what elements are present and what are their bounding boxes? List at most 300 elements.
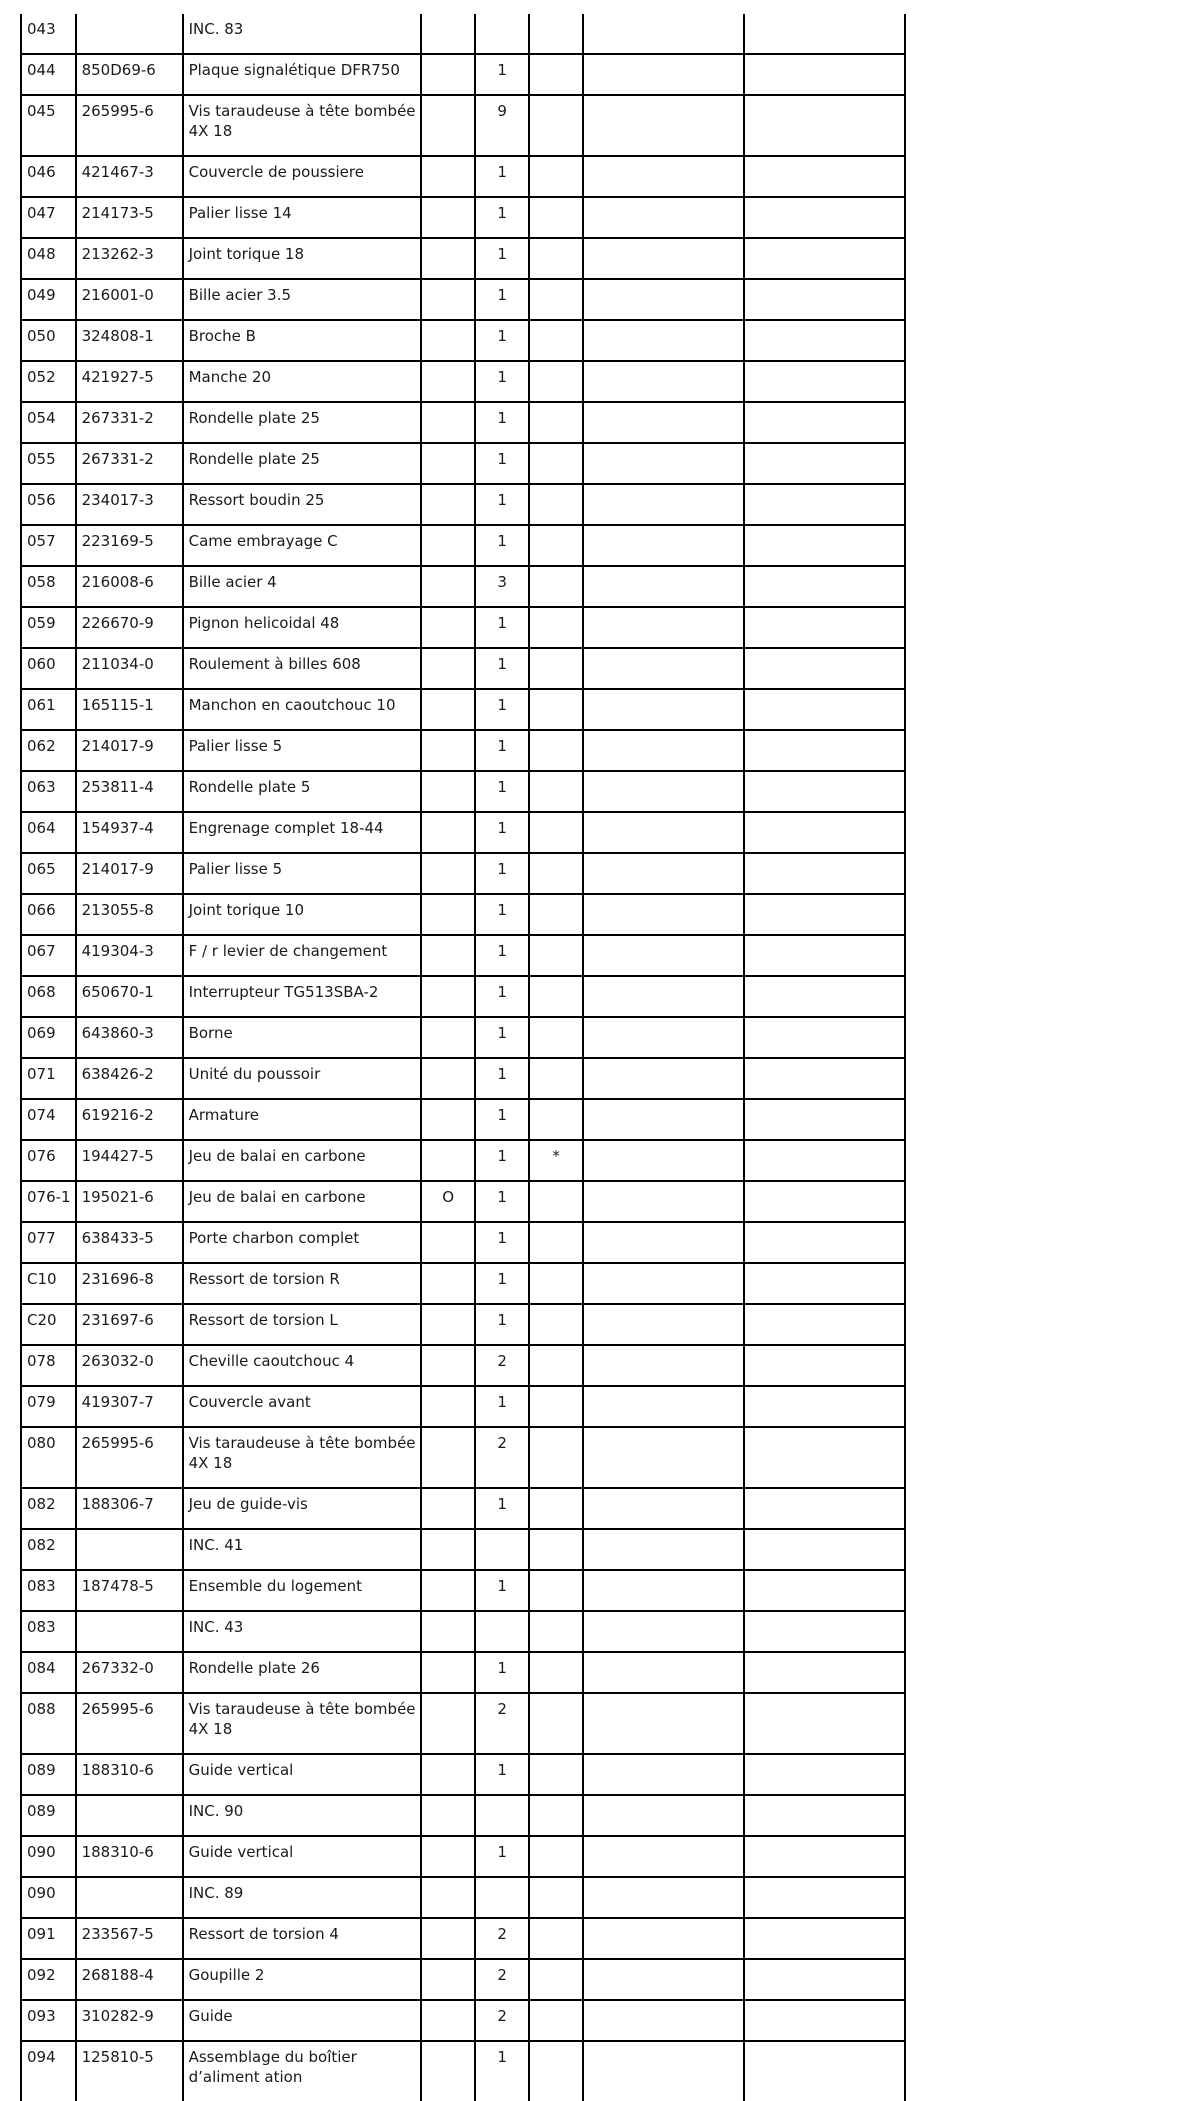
marker-cell bbox=[421, 1017, 475, 1058]
table-row bbox=[21, 2041, 905, 2101]
item-number-cell: 065 bbox=[21, 853, 76, 894]
blank-cell bbox=[583, 1959, 744, 2000]
item-number-cell: 059 bbox=[21, 607, 76, 648]
quantity-cell: 2 bbox=[475, 1345, 529, 1386]
blank-cell bbox=[744, 279, 905, 320]
blank-cell bbox=[583, 1427, 744, 1488]
table-row bbox=[21, 14, 905, 54]
note-cell bbox=[529, 935, 583, 976]
blank-cell bbox=[744, 1386, 905, 1427]
table-row bbox=[21, 1693, 905, 1754]
part-number-cell: 638433-5 bbox=[76, 1222, 183, 1263]
marker-cell bbox=[421, 1427, 475, 1488]
blank-cell bbox=[583, 14, 744, 54]
quantity-cell: 1 bbox=[475, 525, 529, 566]
part-number-cell: 419307-7 bbox=[76, 1386, 183, 1427]
description-cell: Goupille 2 bbox=[183, 1959, 421, 2000]
marker-cell bbox=[421, 1918, 475, 1959]
note-cell bbox=[529, 525, 583, 566]
blank-cell bbox=[583, 1918, 744, 1959]
item-number-cell: 083 bbox=[21, 1611, 76, 1652]
description-cell: Jeu de guide-vis bbox=[183, 1488, 421, 1529]
part-number-cell: 231696-8 bbox=[76, 1263, 183, 1304]
item-number-cell: 066 bbox=[21, 894, 76, 935]
table-row bbox=[21, 279, 905, 320]
item-number-cell: 084 bbox=[21, 1652, 76, 1693]
item-number-cell: 050 bbox=[21, 320, 76, 361]
blank-cell bbox=[583, 894, 744, 935]
blank-cell bbox=[583, 771, 744, 812]
part-number-cell: 125810-5 bbox=[76, 2041, 183, 2101]
blank-cell bbox=[583, 1222, 744, 1263]
quantity-cell: 1 bbox=[475, 853, 529, 894]
blank-cell bbox=[583, 156, 744, 197]
marker-cell bbox=[421, 14, 475, 54]
item-number-cell: 080 bbox=[21, 1427, 76, 1488]
note-cell: * bbox=[529, 1140, 583, 1181]
note-cell bbox=[529, 1304, 583, 1345]
note-cell bbox=[529, 607, 583, 648]
blank-cell bbox=[583, 976, 744, 1017]
description-cell: Broche B bbox=[183, 320, 421, 361]
quantity-cell: 1 bbox=[475, 730, 529, 771]
note-cell bbox=[529, 894, 583, 935]
table-row bbox=[21, 197, 905, 238]
item-number-cell: 044 bbox=[21, 54, 76, 95]
quantity-cell: 1 bbox=[475, 1058, 529, 1099]
note-cell bbox=[529, 2041, 583, 2101]
table-row bbox=[21, 730, 905, 771]
part-number-cell: 154937-4 bbox=[76, 812, 183, 853]
note-cell bbox=[529, 156, 583, 197]
quantity-cell: 1 bbox=[475, 976, 529, 1017]
table-row bbox=[21, 607, 905, 648]
description-cell: INC. 89 bbox=[183, 1877, 421, 1918]
blank-cell bbox=[583, 525, 744, 566]
blank-cell bbox=[583, 1140, 744, 1181]
part-number-cell: 213055-8 bbox=[76, 894, 183, 935]
description-cell: Rondelle plate 25 bbox=[183, 443, 421, 484]
note-cell bbox=[529, 54, 583, 95]
marker-cell bbox=[421, 1263, 475, 1304]
blank-cell bbox=[744, 689, 905, 730]
blank-cell bbox=[583, 1795, 744, 1836]
blank-cell bbox=[583, 443, 744, 484]
part-number-cell: 421467-3 bbox=[76, 156, 183, 197]
item-number-cell: 079 bbox=[21, 1386, 76, 1427]
item-number-cell: 090 bbox=[21, 1877, 76, 1918]
part-number-cell: 188310-6 bbox=[76, 1754, 183, 1795]
blank-cell bbox=[744, 1529, 905, 1570]
quantity-cell: 2 bbox=[475, 1918, 529, 1959]
description-cell: INC. 90 bbox=[183, 1795, 421, 1836]
quantity-cell: 1 bbox=[475, 1017, 529, 1058]
item-number-cell: 043 bbox=[21, 14, 76, 54]
note-cell bbox=[529, 771, 583, 812]
description-cell: Palier lisse 5 bbox=[183, 853, 421, 894]
marker-cell bbox=[421, 853, 475, 894]
part-number-cell: 188310-6 bbox=[76, 1836, 183, 1877]
blank-cell bbox=[583, 1754, 744, 1795]
part-number-cell: 265995-6 bbox=[76, 1427, 183, 1488]
description-cell: Came embrayage C bbox=[183, 525, 421, 566]
part-number-cell: 267331-2 bbox=[76, 443, 183, 484]
description-cell: Palier lisse 5 bbox=[183, 730, 421, 771]
note-cell bbox=[529, 1877, 583, 1918]
blank-cell bbox=[744, 935, 905, 976]
table-row bbox=[21, 1918, 905, 1959]
blank-cell bbox=[744, 1058, 905, 1099]
blank-cell bbox=[583, 730, 744, 771]
part-number-cell: 216001-0 bbox=[76, 279, 183, 320]
item-number-cell: 045 bbox=[21, 95, 76, 156]
quantity-cell: 1 bbox=[475, 320, 529, 361]
part-number-cell: 216008-6 bbox=[76, 566, 183, 607]
description-cell: Jeu de balai en carbone bbox=[183, 1140, 421, 1181]
blank-cell bbox=[744, 1017, 905, 1058]
description-cell: Pignon helicoidal 48 bbox=[183, 607, 421, 648]
part-number-cell: 194427-5 bbox=[76, 1140, 183, 1181]
quantity-cell: 1 bbox=[475, 2041, 529, 2101]
description-cell: Roulement à billes 608 bbox=[183, 648, 421, 689]
table-row bbox=[21, 95, 905, 156]
part-number-cell: 650670-1 bbox=[76, 976, 183, 1017]
part-number-cell: 211034-0 bbox=[76, 648, 183, 689]
item-number-cell: 076 bbox=[21, 1140, 76, 1181]
description-cell: Porte charbon complet bbox=[183, 1222, 421, 1263]
blank-cell bbox=[583, 1263, 744, 1304]
blank-cell bbox=[583, 484, 744, 525]
quantity-cell: 1 bbox=[475, 1140, 529, 1181]
blank-cell bbox=[583, 320, 744, 361]
quantity-cell: 1 bbox=[475, 1570, 529, 1611]
item-number-cell: 076-1 bbox=[21, 1181, 76, 1222]
item-number-cell: 061 bbox=[21, 689, 76, 730]
table-row bbox=[21, 525, 905, 566]
description-cell: Guide bbox=[183, 2000, 421, 2041]
blank-cell bbox=[583, 1017, 744, 1058]
note-cell bbox=[529, 1099, 583, 1140]
marker-cell bbox=[421, 566, 475, 607]
note-cell bbox=[529, 1488, 583, 1529]
quantity-cell: 1 bbox=[475, 484, 529, 525]
part-number-cell: 263032-0 bbox=[76, 1345, 183, 1386]
blank-cell bbox=[744, 894, 905, 935]
description-cell: Vis taraudeuse à tête bombée 4X 18 bbox=[183, 1693, 421, 1754]
quantity-cell: 2 bbox=[475, 1959, 529, 2000]
blank-cell bbox=[583, 1304, 744, 1345]
blank-cell bbox=[744, 14, 905, 54]
marker-cell bbox=[421, 1652, 475, 1693]
note-cell bbox=[529, 1222, 583, 1263]
marker-cell bbox=[421, 197, 475, 238]
table-row bbox=[21, 812, 905, 853]
table-row bbox=[21, 320, 905, 361]
blank-cell bbox=[583, 1836, 744, 1877]
marker-cell bbox=[421, 156, 475, 197]
part-number-cell: 638426-2 bbox=[76, 1058, 183, 1099]
marker-cell bbox=[421, 894, 475, 935]
table-row bbox=[21, 361, 905, 402]
blank-cell bbox=[583, 1099, 744, 1140]
marker-cell bbox=[421, 648, 475, 689]
marker-cell bbox=[421, 1140, 475, 1181]
blank-cell bbox=[583, 607, 744, 648]
note-cell bbox=[529, 730, 583, 771]
part-number-cell bbox=[76, 1795, 183, 1836]
part-number-cell: 214017-9 bbox=[76, 730, 183, 771]
parts-table-body bbox=[21, 14, 905, 2101]
blank-cell bbox=[583, 95, 744, 156]
part-number-cell: 421927-5 bbox=[76, 361, 183, 402]
table-row bbox=[21, 1836, 905, 1877]
quantity-cell bbox=[475, 1877, 529, 1918]
quantity-cell: 1 bbox=[475, 935, 529, 976]
quantity-cell: 1 bbox=[475, 361, 529, 402]
table-row bbox=[21, 1181, 905, 1222]
blank-cell bbox=[583, 402, 744, 443]
table-row bbox=[21, 689, 905, 730]
part-number-cell: 233567-5 bbox=[76, 1918, 183, 1959]
table-row bbox=[21, 402, 905, 443]
marker-cell bbox=[421, 1386, 475, 1427]
quantity-cell bbox=[475, 1611, 529, 1652]
table-row bbox=[21, 1795, 905, 1836]
part-number-cell: 643860-3 bbox=[76, 1017, 183, 1058]
blank-cell bbox=[583, 1386, 744, 1427]
description-cell: Ensemble du logement bbox=[183, 1570, 421, 1611]
note-cell bbox=[529, 484, 583, 525]
blank-cell bbox=[744, 1222, 905, 1263]
part-number-cell: 253811-4 bbox=[76, 771, 183, 812]
note-cell bbox=[529, 1529, 583, 1570]
note-cell bbox=[529, 689, 583, 730]
table-row bbox=[21, 771, 905, 812]
quantity-cell: 1 bbox=[475, 648, 529, 689]
part-number-cell: 214017-9 bbox=[76, 853, 183, 894]
blank-cell bbox=[744, 1877, 905, 1918]
quantity-cell: 1 bbox=[475, 771, 529, 812]
note-cell bbox=[529, 976, 583, 1017]
quantity-cell: 1 bbox=[475, 1222, 529, 1263]
quantity-cell: 1 bbox=[475, 1386, 529, 1427]
description-cell: INC. 83 bbox=[183, 14, 421, 54]
item-number-cell: 071 bbox=[21, 1058, 76, 1099]
note-cell bbox=[529, 1058, 583, 1099]
blank-cell bbox=[744, 1693, 905, 1754]
table-row bbox=[21, 1877, 905, 1918]
table-row bbox=[21, 1345, 905, 1386]
item-number-cell: 082 bbox=[21, 1488, 76, 1529]
table-row bbox=[21, 1959, 905, 2000]
description-cell: Armature bbox=[183, 1099, 421, 1140]
note-cell bbox=[529, 1836, 583, 1877]
description-cell: Interrupteur TG513SBA-2 bbox=[183, 976, 421, 1017]
part-number-cell: 214173-5 bbox=[76, 197, 183, 238]
quantity-cell: 3 bbox=[475, 566, 529, 607]
marker-cell bbox=[421, 730, 475, 771]
note-cell bbox=[529, 1427, 583, 1488]
item-number-cell: 089 bbox=[21, 1754, 76, 1795]
part-number-cell: 268188-4 bbox=[76, 1959, 183, 2000]
note-cell bbox=[529, 1017, 583, 1058]
quantity-cell: 1 bbox=[475, 1304, 529, 1345]
item-number-cell: C10 bbox=[21, 1263, 76, 1304]
item-number-cell: 089 bbox=[21, 1795, 76, 1836]
blank-cell bbox=[583, 1652, 744, 1693]
blank-cell bbox=[583, 2041, 744, 2101]
marker-cell bbox=[421, 1795, 475, 1836]
blank-cell bbox=[744, 1754, 905, 1795]
marker-cell bbox=[421, 279, 475, 320]
part-number-cell: 213262-3 bbox=[76, 238, 183, 279]
marker-cell bbox=[421, 54, 475, 95]
part-number-cell bbox=[76, 1611, 183, 1652]
part-number-cell: 234017-3 bbox=[76, 484, 183, 525]
note-cell bbox=[529, 648, 583, 689]
item-number-cell: 090 bbox=[21, 1836, 76, 1877]
marker-cell bbox=[421, 1304, 475, 1345]
marker-cell bbox=[421, 689, 475, 730]
table-row bbox=[21, 1058, 905, 1099]
marker-cell bbox=[421, 812, 475, 853]
note-cell bbox=[529, 402, 583, 443]
marker-cell bbox=[421, 525, 475, 566]
table-row bbox=[21, 894, 905, 935]
note-cell bbox=[529, 1918, 583, 1959]
description-cell: Cheville caoutchouc 4 bbox=[183, 1345, 421, 1386]
blank-cell bbox=[583, 1488, 744, 1529]
quantity-cell: 9 bbox=[475, 95, 529, 156]
marker-cell bbox=[421, 1529, 475, 1570]
table-row bbox=[21, 853, 905, 894]
note-cell bbox=[529, 95, 583, 156]
item-number-cell: 069 bbox=[21, 1017, 76, 1058]
item-number-cell: 047 bbox=[21, 197, 76, 238]
table-row bbox=[21, 1140, 905, 1181]
marker-cell bbox=[421, 95, 475, 156]
description-cell: Vis taraudeuse à tête bombée 4X 18 bbox=[183, 95, 421, 156]
marker-cell bbox=[421, 1570, 475, 1611]
quantity-cell: 1 bbox=[475, 156, 529, 197]
part-number-cell: 265995-6 bbox=[76, 95, 183, 156]
marker-cell bbox=[421, 1488, 475, 1529]
table-row bbox=[21, 1427, 905, 1488]
table-row bbox=[21, 648, 905, 689]
blank-cell bbox=[583, 54, 744, 95]
table-row bbox=[21, 2000, 905, 2041]
table-row bbox=[21, 484, 905, 525]
blank-cell bbox=[744, 238, 905, 279]
description-cell: Guide vertical bbox=[183, 1836, 421, 1877]
description-cell: Joint torique 18 bbox=[183, 238, 421, 279]
blank-cell bbox=[744, 1918, 905, 1959]
description-cell: Joint torique 10 bbox=[183, 894, 421, 935]
quantity-cell: 2 bbox=[475, 1693, 529, 1754]
table-row bbox=[21, 566, 905, 607]
note-cell bbox=[529, 1611, 583, 1652]
marker-cell bbox=[421, 976, 475, 1017]
item-number-cell: 077 bbox=[21, 1222, 76, 1263]
marker-cell bbox=[421, 484, 475, 525]
description-cell: Couvercle avant bbox=[183, 1386, 421, 1427]
description-cell: Borne bbox=[183, 1017, 421, 1058]
description-cell: Jeu de balai en carbone bbox=[183, 1181, 421, 1222]
blank-cell bbox=[744, 1570, 905, 1611]
item-number-cell: 082 bbox=[21, 1529, 76, 1570]
quantity-cell: 1 bbox=[475, 54, 529, 95]
note-cell bbox=[529, 566, 583, 607]
note-cell bbox=[529, 853, 583, 894]
description-cell: Bille acier 4 bbox=[183, 566, 421, 607]
item-number-cell: 055 bbox=[21, 443, 76, 484]
note-cell bbox=[529, 443, 583, 484]
part-number-cell bbox=[76, 14, 183, 54]
blank-cell bbox=[744, 484, 905, 525]
blank-cell bbox=[744, 812, 905, 853]
quantity-cell: 1 bbox=[475, 1181, 529, 1222]
item-number-cell: 046 bbox=[21, 156, 76, 197]
item-number-cell: 057 bbox=[21, 525, 76, 566]
blank-cell bbox=[744, 1181, 905, 1222]
blank-cell bbox=[744, 402, 905, 443]
item-number-cell: 048 bbox=[21, 238, 76, 279]
marker-cell bbox=[421, 771, 475, 812]
part-number-cell: 324808-1 bbox=[76, 320, 183, 361]
blank-cell bbox=[744, 361, 905, 402]
quantity-cell: 1 bbox=[475, 1836, 529, 1877]
table-row bbox=[21, 1304, 905, 1345]
quantity-cell: 1 bbox=[475, 1754, 529, 1795]
table-row bbox=[21, 1099, 905, 1140]
blank-cell bbox=[744, 976, 905, 1017]
blank-cell bbox=[744, 443, 905, 484]
marker-cell bbox=[421, 1754, 475, 1795]
note-cell bbox=[529, 320, 583, 361]
quantity-cell: 1 bbox=[475, 238, 529, 279]
part-number-cell: 231697-6 bbox=[76, 1304, 183, 1345]
description-cell: Rondelle plate 25 bbox=[183, 402, 421, 443]
item-number-cell: 093 bbox=[21, 2000, 76, 2041]
blank-cell bbox=[744, 1304, 905, 1345]
description-cell: Ressort de torsion 4 bbox=[183, 1918, 421, 1959]
marker-cell bbox=[421, 320, 475, 361]
blank-cell bbox=[744, 771, 905, 812]
marker-cell bbox=[421, 1345, 475, 1386]
quantity-cell: 2 bbox=[475, 1427, 529, 1488]
note-cell bbox=[529, 1570, 583, 1611]
quantity-cell: 1 bbox=[475, 1652, 529, 1693]
table-row bbox=[21, 238, 905, 279]
note-cell bbox=[529, 1693, 583, 1754]
marker-cell bbox=[421, 443, 475, 484]
blank-cell bbox=[744, 1427, 905, 1488]
part-number-cell: 226670-9 bbox=[76, 607, 183, 648]
blank-cell bbox=[583, 1181, 744, 1222]
description-cell: INC. 43 bbox=[183, 1611, 421, 1652]
blank-cell bbox=[744, 1652, 905, 1693]
quantity-cell: 1 bbox=[475, 1263, 529, 1304]
item-number-cell: 049 bbox=[21, 279, 76, 320]
part-number-cell: 310282-9 bbox=[76, 2000, 183, 2041]
quantity-cell: 1 bbox=[475, 402, 529, 443]
table-row bbox=[21, 443, 905, 484]
blank-cell bbox=[583, 238, 744, 279]
blank-cell bbox=[744, 648, 905, 689]
part-number-cell: 223169-5 bbox=[76, 525, 183, 566]
table-row bbox=[21, 54, 905, 95]
item-number-cell: 088 bbox=[21, 1693, 76, 1754]
